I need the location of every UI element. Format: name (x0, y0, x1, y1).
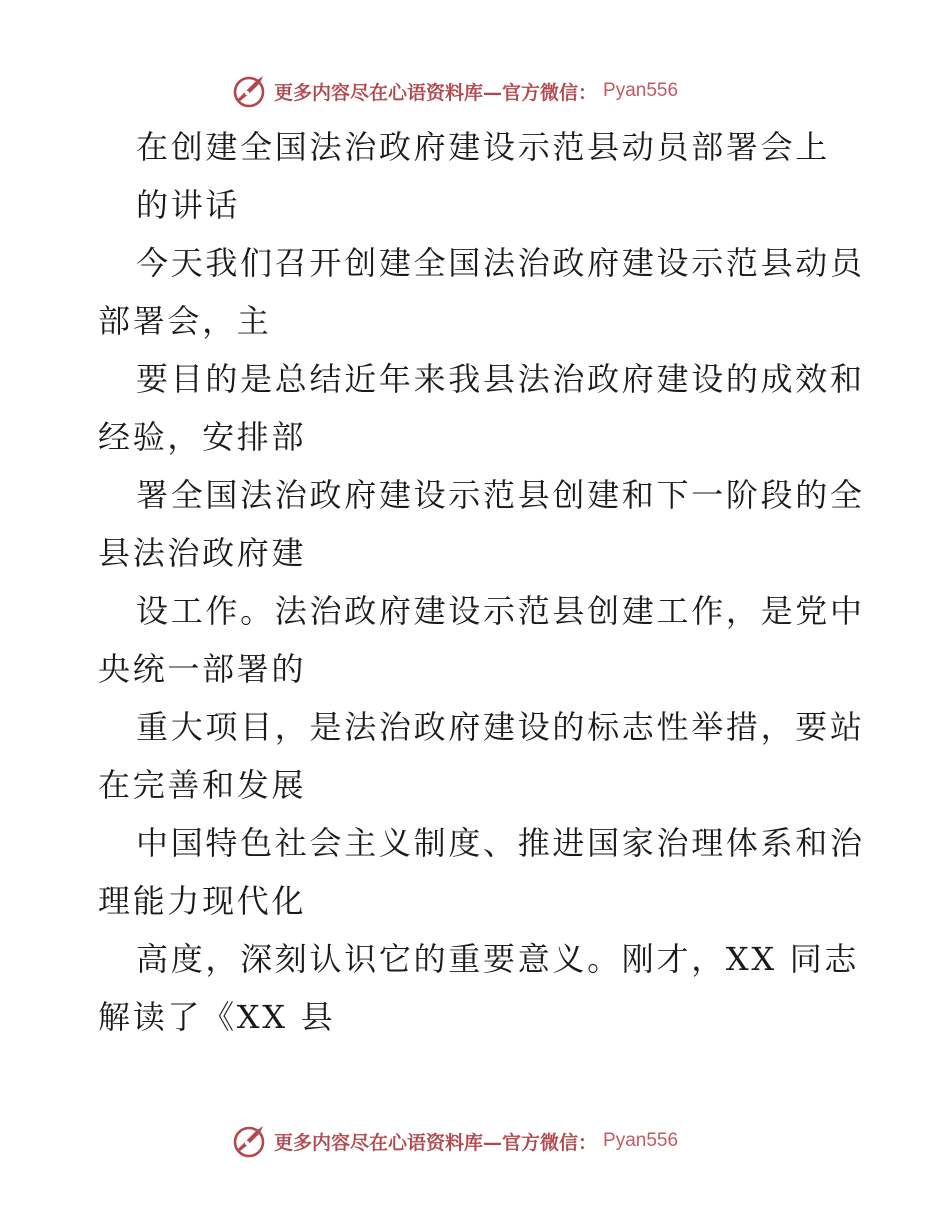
footer-watermark-text: 更多内容尽在心语资料库—官方微信： (274, 1131, 598, 1154)
text-line: 今天我们召开创建全国法治政府建设示范县动员 (136, 244, 865, 282)
text-line: 在创建全国法治政府建设示范县动员部署会上 (136, 128, 831, 166)
text-line: 重大项目，是法治政府建设的标志性举措，要站 (136, 708, 865, 746)
footer-watermark (232, 1121, 678, 1161)
footer-watermark-id: Pyan556 (603, 1130, 679, 1151)
text-line: 央统一部署的 (98, 650, 307, 688)
text-line: 理能力现代化 (98, 882, 307, 920)
text-line: 中国特色社会主义制度、推进国家治理体系和治 (136, 824, 865, 862)
text-line: 设工作。法治政府建设示范县创建工作，是党中 (136, 592, 865, 630)
text-line: 在完善和发展 (98, 766, 307, 804)
text-line: 要目的是总结近年来我县法治政府建设的成效和 (136, 360, 865, 398)
text-line: 高度，深刻认识它的重要意义。刚才，XX 同志 (136, 940, 860, 978)
header-watermark-id: Pyan556 (603, 80, 679, 101)
text-line: 解读了《XX 县 (98, 998, 336, 1036)
text-line: 部署会，主 (98, 302, 272, 340)
text-line: 署全国法治政府建设示范县创建和下一阶段的全 (136, 476, 865, 514)
header-watermark-text: 更多内容尽在心语资料库—官方微信： (274, 81, 598, 104)
text-line: 的讲话 (136, 186, 241, 224)
header-watermark (232, 71, 678, 111)
pen-logo-icon (232, 73, 268, 109)
text-line: 经验，安排部 (98, 418, 307, 456)
pen-logo-icon (232, 1123, 268, 1159)
document-body (98, 118, 865, 1046)
text-line: 县法治政府建 (98, 534, 307, 572)
